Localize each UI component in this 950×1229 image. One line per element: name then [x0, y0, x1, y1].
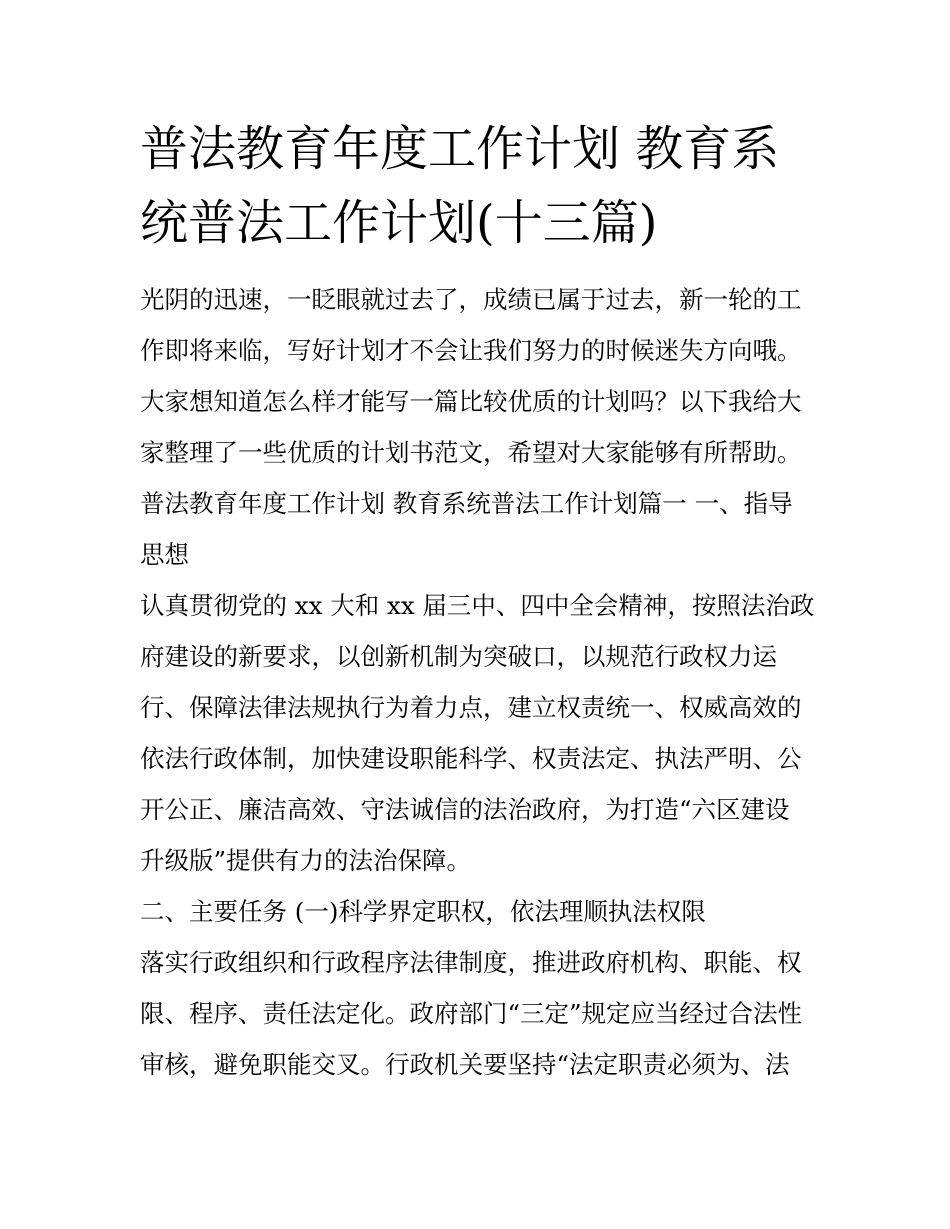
body-line: 思想 — [140, 540, 189, 569]
body-line: 光阴的迅速，一眨眼就过去了，成绩已属于过去，新一轮的工 — [140, 285, 802, 314]
body-line: 二、主要任务 (一)科学界定职权，依法理顺执法权限 — [140, 897, 706, 926]
body-line: 开公正、廉洁高效、守法诚信的法治政府，为打造“六区建设 — [140, 795, 790, 824]
title-line-2: 统普法工作计划(十三篇) — [140, 195, 658, 251]
body-line: 限、程序、责任法定化。政府部门“三定”规定应当经过合法性 — [140, 999, 803, 1028]
body-line: 大家想知道怎么样才能写一篇比较优质的计划吗？以下我给大 — [140, 387, 802, 416]
body-line: 作即将来临，写好计划才不会让我们努力的时候迷失方向哦。 — [140, 336, 802, 365]
body-line: 家整理了一些优质的计划书范文，希望对大家能够有所帮助。 — [140, 438, 802, 467]
body-line: 审核，避免职能交叉。行政机关要坚持“法定职责必须为、法 — [140, 1050, 790, 1079]
body-line: 普法教育年度工作计划 教育系统普法工作计划篇一 一、指导 — [140, 489, 793, 518]
body-line: 府建设的新要求，以创新机制为突破口，以规范行政权力运 — [140, 642, 777, 671]
body-line: 落实行政组织和行政程序法律制度，推进政府机构、职能、权 — [140, 948, 802, 977]
body-line: 认真贯彻党的 xx 大和 xx 届三中、四中全会精神，按照法治政 — [140, 591, 815, 620]
title-line-1: 普法教育年度工作计划 教育系 — [140, 121, 780, 177]
body-line: 行、保障法律法规执行为着力点，建立权责统一、权威高效的 — [140, 693, 802, 722]
document-content — [140, 112, 815, 1090]
body-line: 升级版”提供有力的法治保障。 — [140, 846, 472, 875]
document-body — [140, 274, 815, 1090]
document-title — [140, 112, 812, 260]
body-line: 依法行政体制，加快建设职能科学、权责法定、执法严明、公 — [140, 744, 802, 773]
